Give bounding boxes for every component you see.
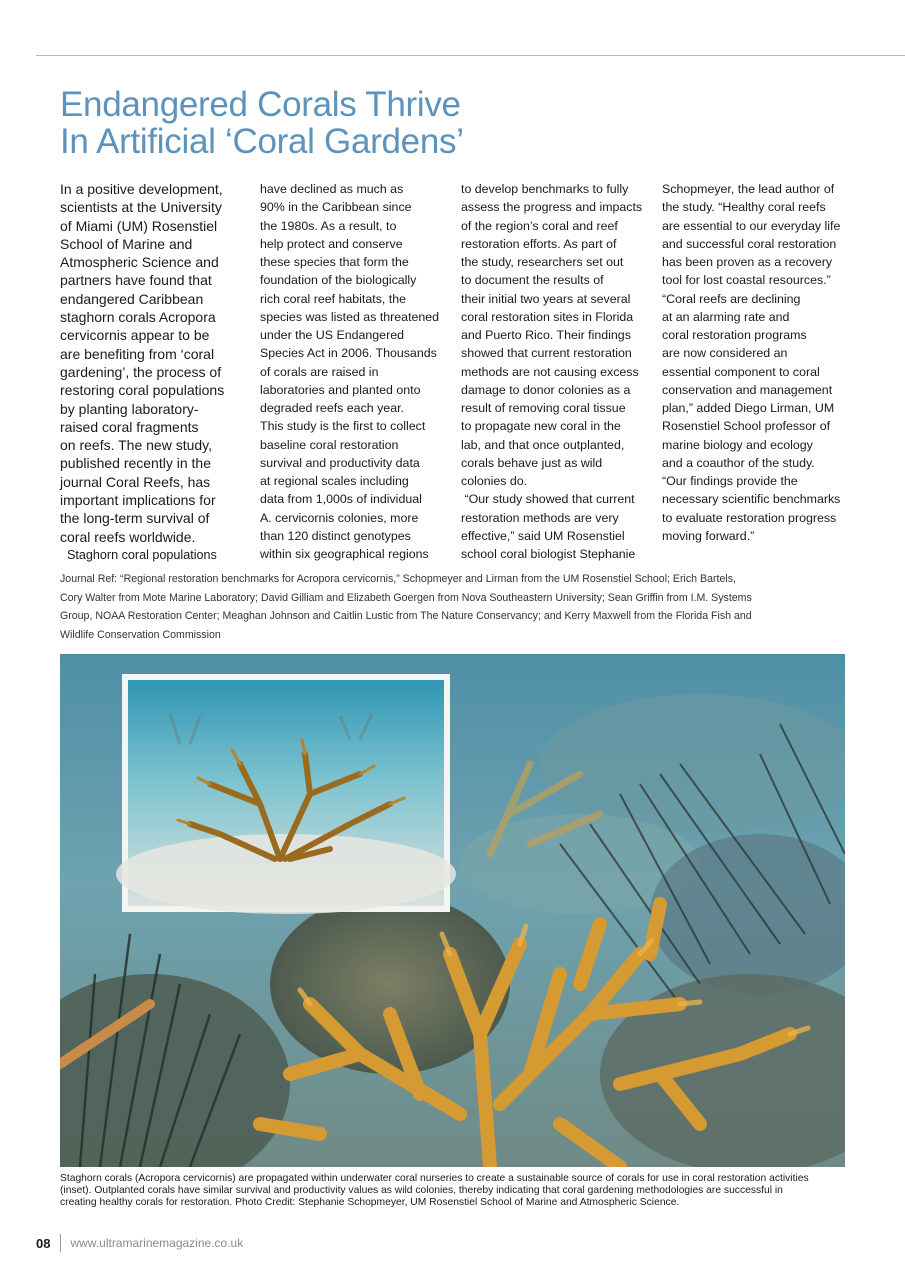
text-line: are essential to our everyday life	[662, 218, 841, 233]
text-line: Rosenstiel School professor of	[662, 419, 831, 434]
title-line: In Artificial ‘Coral Gardens’	[60, 122, 464, 161]
text-line: corals behave just as wild	[461, 455, 603, 470]
text-line: assess the progress and impacts	[461, 200, 643, 215]
text-line: baseline coral restoration	[260, 437, 399, 452]
text-line: and a coauthor of the study.	[662, 455, 815, 470]
text-line: the 1980s. As a result, to	[260, 218, 397, 233]
text-line: showed that current restoration	[461, 346, 632, 361]
caption-line: Staghorn corals (Acropora cervicornis) are propagated within underwater coral nurseries to create a sustainable source of corals for use in coral restoration activities	[60, 1173, 809, 1184]
text-line: at regional scales including	[260, 474, 409, 488]
text-line: Schopmeyer, the lead author of	[662, 182, 835, 196]
text-line: colonies do.	[461, 474, 528, 488]
text-line: the study, researchers set out	[461, 255, 624, 269]
text-line: restoration methods are very	[461, 510, 619, 525]
text-line: “Coral reefs are declining	[662, 291, 801, 306]
text-line: under the US Endangered	[260, 328, 404, 342]
top-rule	[36, 55, 905, 56]
text-line: coral reefs worldwide.	[60, 528, 196, 545]
text-line: Staghorn coral populations	[60, 547, 217, 562]
text-line: to propagate new coral in the	[461, 419, 621, 434]
text-line: restoring coral populations	[60, 382, 225, 399]
text-line: “Our findings provide the	[662, 474, 798, 488]
text-line: has been proven as a recovery	[662, 255, 833, 269]
text-line: to develop benchmarks to fully	[461, 182, 629, 196]
text-line: of corals are raised in	[260, 364, 379, 379]
body-column-2	[260, 180, 450, 563]
text-line: school coral biologist Stephanie	[461, 547, 636, 561]
text-line: restoration efforts. As part of	[461, 236, 617, 251]
caption-line: creating healthy corals for restoration. Photo Credit: Stephanie Schopmeyer, UM Rosenstiel School of Marine and Atmospheric Science.	[60, 1197, 680, 1208]
journal-reference	[60, 570, 850, 645]
text-line: help protect and conserve	[260, 236, 403, 251]
text-line: foundation of the biologically	[260, 273, 417, 288]
caption-line: (inset). Outplanted corals have similar survival and productivity values as wild colonies, thereby indicating that coral gardening methodologies are successful in	[60, 1185, 783, 1196]
photo-caption	[60, 1173, 850, 1209]
text-line: effective,” said UM Rosenstiel	[461, 528, 625, 543]
text-line: these species that form the	[260, 255, 409, 269]
body-column-4	[662, 180, 862, 545]
text-line: lab, and that once outplanted,	[461, 437, 625, 452]
page-number: 08	[36, 1235, 51, 1251]
text-line: scientists at the University	[60, 199, 222, 216]
text-line: their initial two years at several	[461, 291, 631, 306]
photo-illustration	[60, 654, 845, 1167]
title-line: Endangered Corals Thrive	[60, 85, 461, 124]
coral-reef-photo	[60, 654, 845, 1167]
text-line: School of Marine and	[60, 235, 193, 252]
footer-divider	[60, 1234, 61, 1252]
ref-line: Cory Walter from Mote Marine Laboratory; David Gilliam and Elizabeth Goergen from Nova Southeastern University; Sean Griffin from I.M. Systems	[60, 591, 752, 604]
text-line: 90% in the Caribbean since	[260, 200, 412, 215]
text-line: by planting laboratory-	[60, 400, 199, 417]
text-line: to document the results of	[461, 273, 604, 288]
text-line: This study is the first to collect	[260, 419, 426, 434]
text-line: Atmospheric Science and	[60, 254, 219, 271]
text-line: cervicornis appear to be	[60, 327, 210, 344]
ref-line: Wildlife Conservation Commission	[60, 629, 221, 642]
text-line: degraded reefs each year.	[260, 401, 404, 415]
text-line: endangered Caribbean	[60, 290, 204, 307]
text-line: are now considered an	[662, 346, 788, 361]
ref-line: Journal Ref: “Regional restoration benchmarks for Acropora cervicornis,” Schopmeyer and Lirman from the UM Rosenstiel School; Erich Bartels,	[60, 573, 736, 585]
text-line: conservation and management	[662, 382, 833, 397]
text-line: laboratories and planted onto	[260, 382, 421, 397]
text-line: data from 1,000s of individual	[260, 492, 422, 507]
text-line: to evaluate restoration progress	[662, 510, 837, 525]
text-line: marine biology and ecology	[662, 437, 813, 452]
text-line: and Puerto Rico. Their findings	[461, 328, 631, 342]
text-line: partners have found that	[60, 272, 212, 289]
text-line: methods are not causing excess	[461, 364, 639, 379]
text-line: have declined as much as	[260, 182, 404, 196]
website-link[interactable]: www.ultramarinemagazine.co.uk	[70, 1236, 244, 1250]
page-footer	[36, 1233, 243, 1253]
text-line: tool for lost coastal resources.”	[662, 273, 831, 288]
text-line: staghorn corals Acropora	[60, 309, 216, 326]
text-line: journal Coral Reefs, has	[60, 473, 211, 490]
text-line: moving forward.”	[662, 528, 755, 543]
text-line: of the region’s coral and reef	[461, 218, 618, 233]
text-line: necessary scientific benchmarks	[662, 492, 841, 507]
text-line: than 120 distinct genotypes	[260, 528, 411, 543]
text-line: the long-term survival of	[60, 510, 210, 527]
text-line: A. cervicornis colonies, more	[260, 510, 419, 525]
text-line: damage to donor colonies as a	[461, 382, 631, 397]
text-line: survival and productivity data	[260, 455, 420, 470]
text-line: on reefs. The new study,	[60, 437, 213, 454]
text-line: “Our study showed that current	[461, 492, 635, 507]
text-line: are benefiting from ‘coral	[60, 345, 215, 362]
text-line: within six geographical regions	[260, 547, 429, 561]
text-line: result of removing coral tissue	[461, 401, 626, 415]
text-line: the study. “Healthy coral reefs	[662, 200, 826, 215]
ref-line: Group, NOAA Restoration Center; Meaghan Johnson and Caitlin Lustic from The Nature Conservancy; and Kerry Maxwell from the Florida Fish and	[60, 610, 752, 623]
text-line: coral restoration programs	[662, 328, 807, 342]
body-column-1	[60, 180, 240, 564]
text-line: of Miami (UM) Rosenstiel	[60, 217, 218, 234]
text-line: essential component to coral	[662, 364, 820, 379]
text-line: rich coral reef habitats, the	[260, 291, 407, 306]
text-line: species was listed as threatened	[260, 309, 440, 324]
text-line: plan,” added Diego Lirman, UM	[662, 401, 835, 415]
text-line: raised coral fragments	[60, 418, 199, 435]
text-line: and successful coral restoration	[662, 236, 837, 251]
text-line: at an alarming rate and	[662, 309, 790, 324]
article-title	[60, 86, 860, 160]
text-line: published recently in the	[60, 455, 211, 472]
text-line: Species Act in 2006. Thousands	[260, 346, 437, 361]
text-line: gardening’, the process of	[60, 363, 222, 380]
body-column-3	[461, 180, 653, 563]
text-line: important implications for	[60, 492, 216, 509]
text-line: In a positive development,	[60, 181, 223, 197]
text-line: coral restoration sites in Florida	[461, 309, 634, 324]
